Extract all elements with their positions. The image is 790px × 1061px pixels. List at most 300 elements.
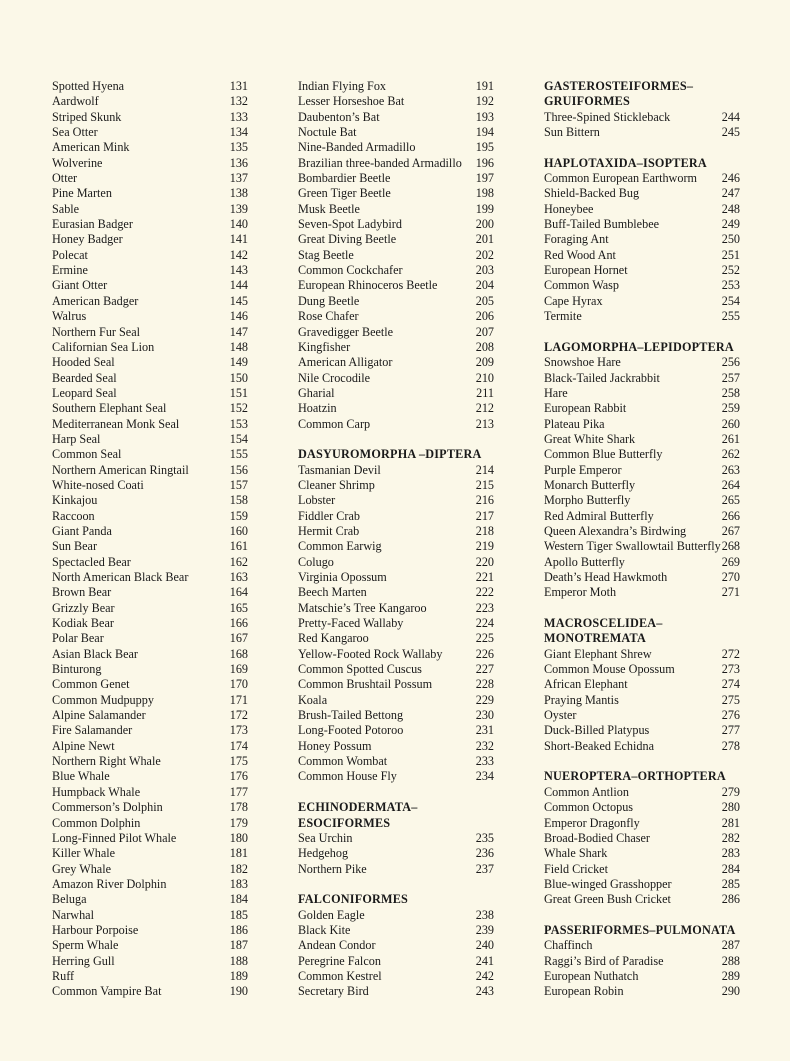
index-entry <box>298 631 494 646</box>
entry-page-number: 267 <box>721 523 740 538</box>
entry-page-number: 235 <box>475 830 494 845</box>
entry-name: Nile Crocodile <box>298 370 371 385</box>
index-entry <box>298 79 494 94</box>
entry-page-number: 206 <box>475 309 494 324</box>
entry-page-number: 257 <box>721 370 740 385</box>
index-entry <box>298 140 494 155</box>
section-heading: DASYUROMORPHA –DIPTERA <box>298 447 482 462</box>
entry-name: Common European Earthworm <box>544 171 697 186</box>
entry-name: Duck-Billed Platypus <box>544 723 650 738</box>
index-entry <box>52 355 248 370</box>
index-entry <box>544 447 740 462</box>
entry-name: Common Cockchafer <box>298 263 403 278</box>
index-entry <box>52 831 248 846</box>
entry-page-number: 237 <box>475 861 494 876</box>
entry-page-number: 185 <box>229 907 248 922</box>
entry-name: Northern Right Whale <box>52 754 161 769</box>
entry-name: Hermit Crab <box>298 523 360 538</box>
entry-name: Golden Eagle <box>298 907 365 922</box>
entry-page-number: 285 <box>721 876 740 891</box>
entry-name: Gravedigger Beetle <box>298 324 394 339</box>
index-entry <box>544 539 740 554</box>
entry-name: Termite <box>544 309 582 324</box>
entry-page-number: 180 <box>229 830 248 845</box>
entry-page-number: 251 <box>721 247 740 262</box>
entry-name: Common Carp <box>298 416 371 431</box>
entry-page-number: 227 <box>475 662 494 677</box>
entry-name: Broad-Bodied Chaser <box>544 830 650 845</box>
entry-name: Fire Salamander <box>52 723 133 738</box>
entry-name: Cleaner Shrimp <box>298 477 375 492</box>
entry-name: Matschie’s Tree Kangaroo <box>298 600 427 615</box>
entry-name: Walrus <box>52 309 87 324</box>
entry-page-number: 146 <box>229 309 248 324</box>
index-entry <box>544 493 740 508</box>
entry-name: European Rabbit <box>544 401 627 416</box>
entry-name: American Badger <box>52 293 139 308</box>
section-heading: FALCONIFORMES <box>298 892 409 907</box>
entry-page-number: 272 <box>721 646 740 661</box>
entry-page-number: 131 <box>229 79 248 93</box>
entry-name: Indian Flying Fox <box>298 79 387 93</box>
entry-page-number: 221 <box>475 570 494 584</box>
entry-name: Seven-Spot Ladybird <box>298 217 402 232</box>
entry-name: Spotted Hyena <box>52 79 125 93</box>
index-entry <box>52 509 248 524</box>
index-entry <box>52 846 248 861</box>
index-entry <box>52 647 248 662</box>
index-entry <box>52 325 248 340</box>
index-entry <box>544 386 740 401</box>
index-entry <box>52 954 248 969</box>
entry-name: Field Cricket <box>544 861 608 876</box>
index-entry <box>544 585 740 600</box>
index-entry <box>52 202 248 217</box>
index-entry <box>544 401 740 416</box>
entry-page-number: 160 <box>229 523 248 538</box>
index-entry <box>544 570 740 585</box>
entry-page-number: 228 <box>475 677 494 692</box>
entry-page-number: 165 <box>229 600 248 615</box>
entry-page-number: 247 <box>721 186 740 201</box>
entry-page-number: 240 <box>475 938 494 953</box>
entry-page-number: 214 <box>475 462 494 477</box>
entry-page-number: 269 <box>721 554 740 569</box>
entry-name: Daubenton’s Bat <box>298 109 380 124</box>
entry-page-number: 265 <box>721 493 740 508</box>
entry-page-number: 232 <box>475 738 494 753</box>
entry-page-number: 191 <box>475 79 494 93</box>
entry-name: Common Seal <box>52 447 122 462</box>
entry-name: Death’s Head Hawkmoth <box>544 570 668 584</box>
entry-name: Otter <box>52 171 78 186</box>
entry-page-number: 273 <box>721 662 740 677</box>
index-entry <box>544 800 740 815</box>
index-entry <box>298 509 494 524</box>
entry-name: Andean Condor <box>298 938 376 953</box>
index-entry <box>298 171 494 186</box>
entry-name: Short-Beaked Echidna <box>544 738 654 753</box>
index-entry <box>544 739 740 754</box>
entry-name: Bearded Seal <box>52 370 117 385</box>
entry-name: Great Green Bush Cricket <box>544 892 671 907</box>
index-entry <box>52 877 248 892</box>
index-entry <box>298 156 494 171</box>
entry-name: Common Antlion <box>544 784 629 799</box>
entry-name: Whale Shark <box>544 846 608 861</box>
index-entry <box>544 309 740 324</box>
entry-name: Hedgehog <box>298 846 349 861</box>
entry-page-number: 278 <box>721 738 740 753</box>
entry-name: Northern Pike <box>298 861 367 876</box>
entry-page-number: 211 <box>476 385 494 400</box>
entry-page-number: 159 <box>229 508 248 523</box>
index-entry <box>52 294 248 309</box>
entry-page-number: 153 <box>229 416 248 431</box>
entry-name: Leopard Seal <box>52 385 117 400</box>
entry-name: European Hornet <box>544 263 628 278</box>
index-entry <box>298 463 494 478</box>
index-entry <box>52 800 248 815</box>
index-entry <box>544 892 740 907</box>
entry-page-number: 144 <box>229 278 248 293</box>
index-entry <box>298 110 494 125</box>
index-entry <box>298 984 494 999</box>
entry-name: Hooded Seal <box>52 355 115 370</box>
entry-page-number: 255 <box>721 309 740 324</box>
section-heading: GRUIFORMES <box>544 94 630 109</box>
entry-name: Black Kite <box>298 922 351 937</box>
entry-name: Asian Black Bear <box>52 646 138 661</box>
entry-page-number: 161 <box>229 539 248 554</box>
index-column-1 <box>52 79 248 1000</box>
index-entry <box>52 693 248 708</box>
entry-page-number: 252 <box>721 263 740 278</box>
entry-page-number: 290 <box>721 984 740 999</box>
section-spacer <box>298 877 494 892</box>
index-entry <box>298 232 494 247</box>
entry-page-number: 135 <box>229 140 248 155</box>
entry-name: Virginia Opossum <box>298 570 387 584</box>
entry-page-number: 242 <box>475 968 494 983</box>
entry-page-number: 207 <box>475 324 494 339</box>
entry-page-number: 220 <box>475 554 494 569</box>
entry-name: Raccoon <box>52 508 95 523</box>
entry-name: Sea Urchin <box>298 830 353 845</box>
entry-page-number: 238 <box>475 907 494 922</box>
entry-name: Commerson’s Dolphin <box>52 800 163 815</box>
entry-page-number: 260 <box>721 416 740 431</box>
index-entry <box>52 493 248 508</box>
index-column-3 <box>544 79 740 1000</box>
index-entry <box>52 125 248 140</box>
index-entry <box>52 739 248 754</box>
entry-name: Dung Beetle <box>298 293 360 308</box>
entry-name: Yellow-Footed Rock Wallaby <box>298 646 443 661</box>
entry-name: Striped Skunk <box>52 109 122 124</box>
entry-page-number: 133 <box>229 109 248 124</box>
entry-name: Sun Bear <box>52 539 98 554</box>
entry-name: Beluga <box>52 892 87 907</box>
entry-name: Lesser Horseshoe Bat <box>298 94 405 109</box>
entry-name: Killer Whale <box>52 846 116 861</box>
index-entry <box>544 202 740 217</box>
entry-page-number: 181 <box>229 846 248 861</box>
entry-page-number: 200 <box>475 217 494 232</box>
entry-name: Brazilian three-banded Armadillo <box>298 155 462 170</box>
index-entry <box>52 463 248 478</box>
entry-name: Giant Otter <box>52 278 108 293</box>
entry-name: African Elephant <box>544 677 628 692</box>
index-entry <box>298 125 494 140</box>
entry-name: Sea Otter <box>52 125 98 140</box>
index-entry <box>544 186 740 201</box>
section-spacer <box>544 140 740 155</box>
index-entry <box>298 371 494 386</box>
entry-page-number: 281 <box>721 815 740 830</box>
entry-name: Bombardier Beetle <box>298 171 391 186</box>
entry-name: Southern Elephant Seal <box>52 401 167 416</box>
entry-name: Shield-Backed Bug <box>544 186 640 201</box>
index-entry <box>52 892 248 907</box>
entry-page-number: 184 <box>229 892 248 907</box>
entry-name: Kingfisher <box>298 339 351 354</box>
index-entry <box>298 263 494 278</box>
entry-name: Brush-Tailed Bettong <box>298 708 404 723</box>
entry-name: Binturong <box>52 662 102 677</box>
index-entry <box>52 248 248 263</box>
entry-name: Kinkajou <box>52 493 98 508</box>
entry-name: Blue-winged Grasshopper <box>544 876 672 891</box>
entry-name: Honey Badger <box>52 232 123 247</box>
entry-name: American Mink <box>52 140 130 155</box>
section-spacer <box>544 754 740 769</box>
index-entry <box>52 969 248 984</box>
entry-name: Black-Tailed Jackrabbit <box>544 370 660 385</box>
entry-page-number: 174 <box>229 738 248 753</box>
entry-page-number: 134 <box>229 125 248 140</box>
index-entry <box>298 831 494 846</box>
entry-name: Noctule Bat <box>298 125 357 140</box>
entry-name: Musk Beetle <box>298 201 360 216</box>
section-spacer <box>544 325 740 340</box>
entry-name: Rose Chafer <box>298 309 359 324</box>
entry-page-number: 253 <box>721 278 740 293</box>
index-entry <box>298 739 494 754</box>
index-entry <box>298 401 494 416</box>
index-entry <box>52 217 248 232</box>
index-entry <box>298 769 494 784</box>
entry-name: Polecat <box>52 247 88 262</box>
index-entry <box>298 386 494 401</box>
index-entry <box>544 862 740 877</box>
entry-page-number: 205 <box>475 293 494 308</box>
index-entry <box>52 677 248 692</box>
entry-page-number: 254 <box>721 293 740 308</box>
entry-page-number: 280 <box>721 800 740 815</box>
entry-name: Californian Sea Lion <box>52 339 155 354</box>
index-entry <box>544 524 740 539</box>
entry-page-number: 231 <box>475 723 494 738</box>
entry-page-number: 166 <box>229 616 248 631</box>
entry-page-number: 233 <box>475 754 494 769</box>
entry-name: European Nuthatch <box>544 968 639 983</box>
index-entry <box>544 816 740 831</box>
entry-name: Giant Elephant Shrew <box>544 646 652 661</box>
entry-name: Secretary Bird <box>298 984 369 999</box>
index-entry <box>298 923 494 938</box>
entry-name: Praying Mantis <box>544 692 619 707</box>
index-entry <box>298 493 494 508</box>
entry-name: Tasmanian Devil <box>298 462 381 477</box>
section-heading: MACROSCELIDEA– <box>544 616 663 631</box>
index-entry <box>544 294 740 309</box>
index-entry <box>544 831 740 846</box>
section-heading: NUEROPTERA–ORTHOPTERA <box>544 769 726 784</box>
entry-name: Lobster <box>298 493 336 508</box>
entry-page-number: 132 <box>229 94 248 109</box>
entry-name: Honey Possum <box>298 738 372 753</box>
index-entry <box>298 708 494 723</box>
index-entry <box>544 708 740 723</box>
entry-page-number: 140 <box>229 217 248 232</box>
entry-page-number: 212 <box>475 401 494 416</box>
entry-name: European Robin <box>544 984 624 999</box>
entry-name: Emperor Moth <box>544 585 617 600</box>
entry-name: Monarch Butterfly <box>544 477 636 492</box>
entry-name: Plateau Pika <box>544 416 605 431</box>
entry-page-number: 289 <box>721 968 740 983</box>
entry-page-number: 208 <box>475 339 494 354</box>
entry-name: Common Mouse Opossum <box>544 662 675 677</box>
entry-page-number: 136 <box>229 155 248 170</box>
index-entry <box>544 723 740 738</box>
entry-page-number: 259 <box>721 401 740 416</box>
entry-page-number: 213 <box>475 416 494 431</box>
entry-page-number: 225 <box>475 631 494 646</box>
index-entry <box>52 478 248 493</box>
entry-page-number: 217 <box>475 508 494 523</box>
entry-name: Red Admiral Butterfly <box>544 508 654 523</box>
entry-name: Red Wood Ant <box>544 247 616 262</box>
entry-page-number: 266 <box>721 508 740 523</box>
entry-page-number: 286 <box>721 892 740 907</box>
section-heading: HAPLOTAXIDA–ISOPTERA <box>544 155 707 170</box>
index-entry <box>52 662 248 677</box>
entry-name: Brown Bear <box>52 585 112 600</box>
entry-name: Green Tiger Beetle <box>298 186 391 201</box>
entry-page-number: 164 <box>229 585 248 600</box>
index-entry <box>298 601 494 616</box>
entry-page-number: 196 <box>475 155 494 170</box>
index-entry <box>52 984 248 999</box>
entry-name: Narwhal <box>52 907 94 922</box>
index-entry <box>52 708 248 723</box>
entry-page-number: 195 <box>475 140 494 155</box>
index-entry <box>298 954 494 969</box>
index-entry <box>52 754 248 769</box>
entry-page-number: 248 <box>721 201 740 216</box>
index-entry <box>52 447 248 462</box>
index-entry <box>544 785 740 800</box>
entry-name: Raggi’s Bird of Paradise <box>544 953 664 968</box>
entry-name: Koala <box>298 692 328 707</box>
index-entry <box>298 417 494 432</box>
entry-page-number: 194 <box>475 125 494 140</box>
entry-page-number: 216 <box>475 493 494 508</box>
index-entry <box>52 862 248 877</box>
entry-page-number: 169 <box>229 662 248 677</box>
entry-page-number: 182 <box>229 861 248 876</box>
entry-page-number: 171 <box>229 692 248 707</box>
entry-name: Great Diving Beetle <box>298 232 397 247</box>
entry-page-number: 277 <box>721 723 740 738</box>
entry-page-number: 141 <box>229 232 248 247</box>
entry-page-number: 224 <box>475 616 494 631</box>
entry-name: Eurasian Badger <box>52 217 133 232</box>
entry-name: Pretty-Faced Wallaby <box>298 616 404 631</box>
entry-page-number: 189 <box>229 968 248 983</box>
index-entry <box>298 647 494 662</box>
entry-name: Blue Whale <box>52 769 110 784</box>
entry-page-number: 234 <box>475 769 494 784</box>
entry-name: Grey Whale <box>52 861 111 876</box>
index-entry <box>544 478 740 493</box>
entry-page-number: 187 <box>229 938 248 953</box>
entry-page-number: 178 <box>229 800 248 815</box>
entry-name: Kodiak Bear <box>52 616 114 631</box>
entry-page-number: 143 <box>229 263 248 278</box>
entry-name: Common Earwig <box>298 539 382 554</box>
index-entry <box>52 555 248 570</box>
index-entry <box>52 524 248 539</box>
index-entry <box>52 938 248 953</box>
entry-name: Grizzly Bear <box>52 600 115 615</box>
index-entry <box>52 371 248 386</box>
index-entry <box>544 248 740 263</box>
entry-page-number: 239 <box>475 922 494 937</box>
entry-page-number: 172 <box>229 708 248 723</box>
index-entry <box>52 309 248 324</box>
entry-page-number: 198 <box>475 186 494 201</box>
index-entry <box>52 94 248 109</box>
index-entry <box>298 969 494 984</box>
entry-name: Common Octopus <box>544 800 634 815</box>
entry-page-number: 142 <box>229 247 248 262</box>
index-entry <box>52 816 248 831</box>
index-entry <box>298 754 494 769</box>
entry-name: Stag Beetle <box>298 247 354 262</box>
entry-page-number: 148 <box>229 339 248 354</box>
entry-page-number: 155 <box>229 447 248 462</box>
index-entry <box>298 555 494 570</box>
entry-page-number: 147 <box>229 324 248 339</box>
entry-name: Colugo <box>298 554 334 569</box>
index-entry <box>298 248 494 263</box>
entry-page-number: 152 <box>229 401 248 416</box>
index-entry <box>544 969 740 984</box>
index-entry <box>298 539 494 554</box>
index-entry <box>52 232 248 247</box>
index-entry <box>544 371 740 386</box>
index-entry <box>298 677 494 692</box>
entry-page-number: 249 <box>721 217 740 232</box>
index-entry <box>298 478 494 493</box>
entry-page-number: 244 <box>721 109 740 124</box>
entry-page-number: 241 <box>475 953 494 968</box>
entry-page-number: 256 <box>721 355 740 370</box>
entry-name: Emperor Dragonfly <box>544 815 640 830</box>
